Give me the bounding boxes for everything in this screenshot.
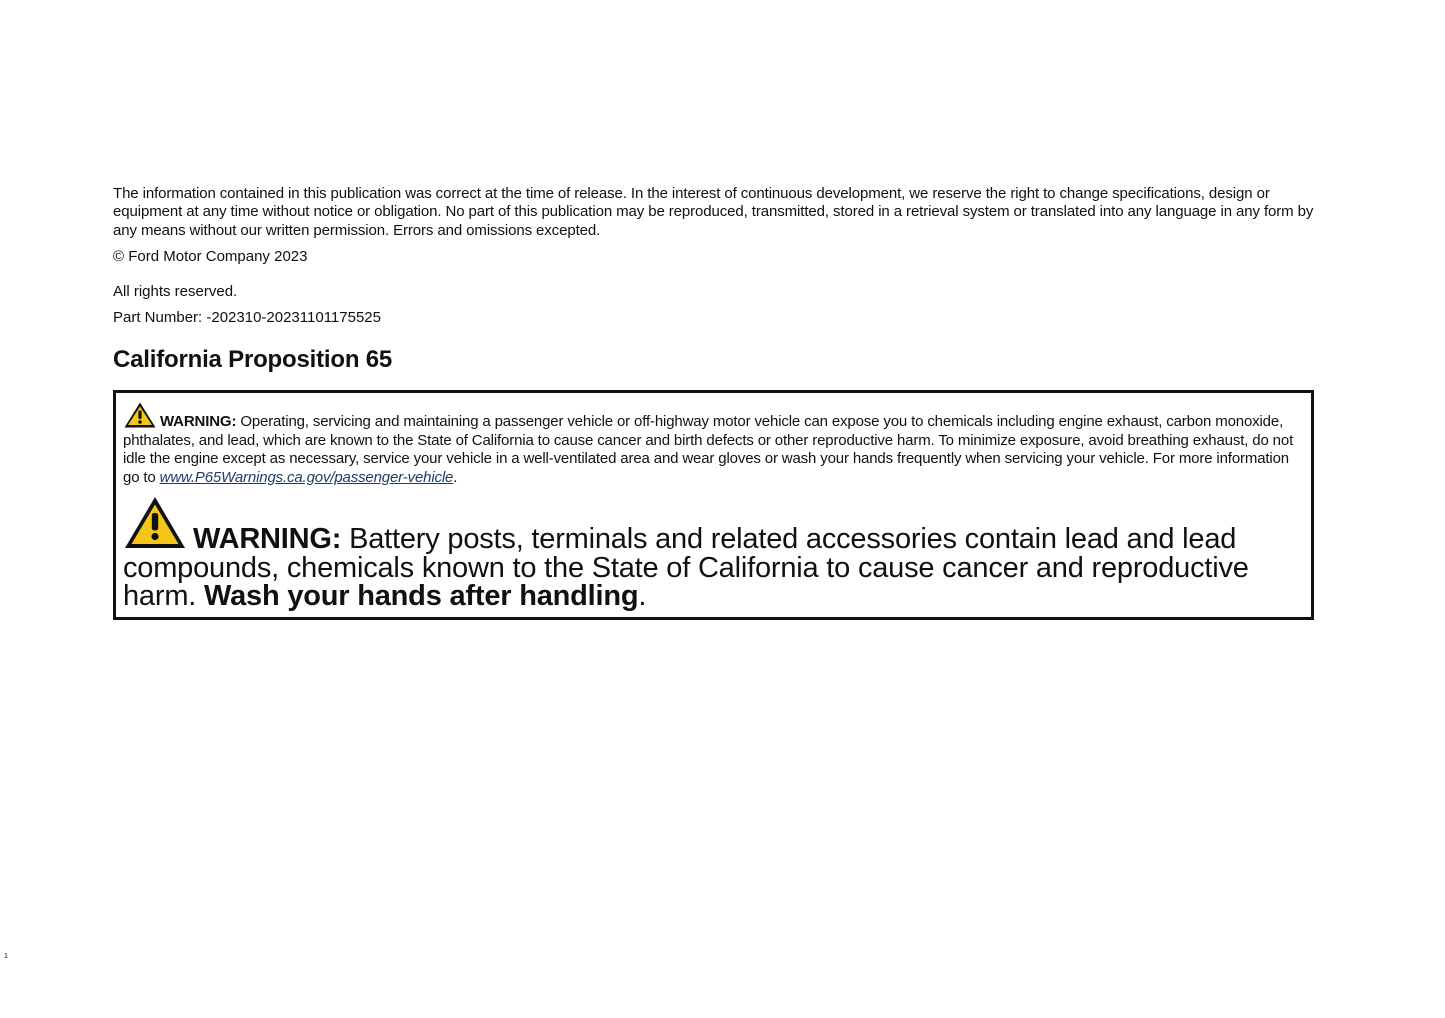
wash-hands-emphasis: Wash your hands after handling (204, 580, 639, 613)
warning-text: Operating, servicing and maintaining a passenger vehicle or off-highway motor vehicle can expose you to chemicals including engine exhaust, carbon monoxide, phthalates, and lead, which are known to the State of California to cause cancer and birth defects or other reproductive harm. To minimize exposure, avoid breathing exhaust, do not idle the engine except as necessary, service your vehicle in a well-ventilated area and wear gloves or wash your hands frequently when servicing your vehicle. For more information go to (123, 413, 1294, 486)
copyright-text: © Ford Motor Company 2023 (113, 248, 308, 266)
warning-triangle-icon (123, 495, 187, 550)
p65-warnings-link[interactable]: www.P65Warnings.ca.gov/passenger-vehicle (159, 468, 454, 486)
section-title: California Proposition 65 (113, 346, 393, 374)
warning-end-punctuation: . (453, 468, 458, 486)
warning-box (113, 390, 1314, 619)
warning-triangle-icon (123, 401, 157, 429)
warning-paragraph-passenger-vehicle (123, 401, 1304, 487)
warning-label: WARNING: (160, 413, 237, 431)
page-number: 1 (4, 953, 8, 960)
part-number-text: Part Number: -202310-20231101175525 (113, 309, 381, 327)
disclaimer-text: The information contained in this publication was correct at the time of release. In the interest of continuous development, we reserve the right to change specifications, design or equipment at any time without notice or obligation. No part of this publication may be reproduced, transmitted, stored in a retrieval system or translated into any language in any form by any means without our written permission. Errors and omissions excepted. (113, 185, 1314, 239)
rights-text: All rights reserved. (113, 282, 238, 300)
warning-end-punctuation: . (638, 580, 647, 613)
warning-label: WARNING: (193, 523, 342, 556)
document-body (113, 185, 1315, 620)
warning-text: Battery posts, terminals and related accessories contain lead and lead compounds, chemicals known to the State of California to cause cancer and reproductive harm. (123, 523, 1249, 613)
warning-paragraph-battery (123, 495, 1304, 611)
